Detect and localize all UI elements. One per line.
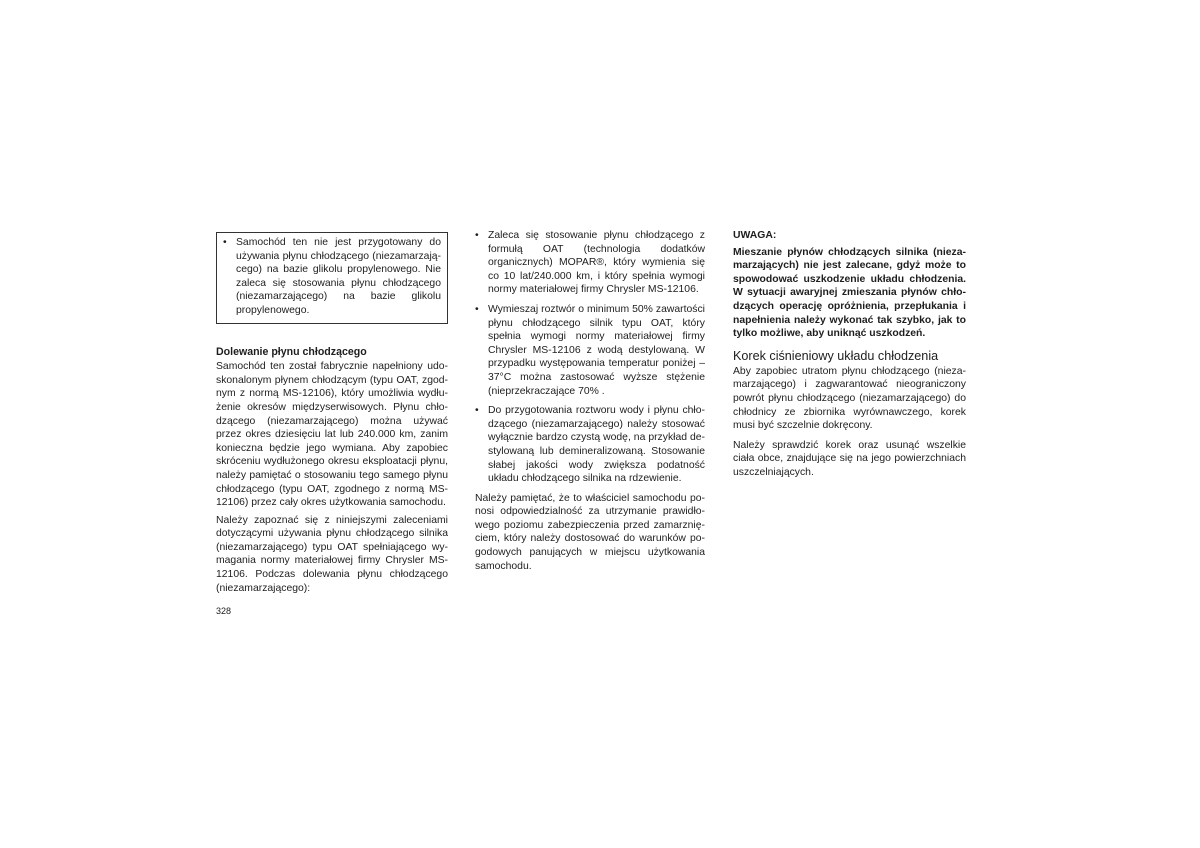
section-heading-pressure-cap: Korek ciśnieniowy układu chłodzenia	[733, 348, 939, 363]
bullet-text: Wymieszaj roztwór o minimum 50% zawartości płynu chłodzącego silnik typu OAT, który spełnia wymogi normy materiałowej firmy Chrysler MS-12106 z wodą destylowaną. W przypadku występowania temperatur poniżej –37°C można zastosować wyższe stężenie (nieprzekraczające 70% .	[488, 303, 705, 397]
paragraph-cap-inspection: Należy sprawdzić korek oraz usunąć wszelkie ciała obce, znajdujące się na jego powierzchniach uszczelniających.	[733, 439, 966, 478]
bullet-text: Zaleca się stosowanie płynu chłodzącego z formułą OAT (technologia dodatków organicznych) MOPAR®, który wymienia się co 10 lat/240.000 km, i który spełnia wymogi normy materiałowej firmy Chrysler MS-12106.	[488, 230, 705, 296]
bullet-icon: •	[475, 405, 479, 417]
bullet-icon: •	[475, 230, 479, 241]
paragraph-oat-recommendations: Należy zapoznać się z niniejszymi zaleceniami dotyczącymi używania płynu chłodzącego silnika (niezamarzającego) typu OAT spełniającego wymagania normy materiałowej firmy Chrysler MS-12106. Podczas dolewania płynu chłodzącego (niezamarzającego):	[216, 514, 448, 594]
bullet-text: Do przygotowania roztworu wody i płynu chłodzącego (niezamarzającego) należy stosować wyłącznie bardzo czystą wodę, na przykład destylowaną lub demineralizowaną. Stosowanie słabej jakości wody zwiększa podatność układu chłodzącego silnika na rdzewienie.	[488, 405, 705, 485]
bullet-item-mix-ratio	[475, 303, 705, 398]
section-heading-coolant-topping: Dolewanie płynu chłodzącego	[216, 345, 367, 358]
warning-title: UWAGA:	[733, 230, 777, 241]
page-number: 328	[216, 606, 232, 616]
note-box	[216, 232, 448, 324]
note-bullet-item	[223, 236, 441, 318]
warning-text: Mieszanie płynów chłodzących silnika (niezamarzających) nie jest zalecane, gdyż może to spowodować uszkodzenie układu chłodzenia. W sytuacji awaryjnej zmieszania płynów chłodzących operację opróżnienia, przepłukania i napełnienia należy wykonać tak szybko, jak to tylko możliwe, aby uniknąć uszkodzeń.	[733, 246, 966, 340]
bullet-item-oat-mopar	[475, 229, 705, 297]
paragraph-owner-responsibility: Należy pamiętać, że to właściciel samochodu ponosi odpowiedzialność za utrzymanie prawidłowego poziomu zabezpieczenia przed zamarznięciem, który należy dostosować do warunków pogodowych panujących w miejscu użytkowania samochodu.	[475, 492, 705, 572]
column-middle	[475, 229, 705, 573]
paragraph-cap-tightening: Aby zapobiec utratom płynu chłodzącego (niezamarzającego) i zagwarantować nieograniczony powrót płynu chłodzącego (niezamarzającego) do chłodnicy ze zbiornika wyrównawczego, korek musi być szczelnie dokręcony.	[733, 365, 966, 432]
paragraph-coolant-factory-fill: Samochód ten został fabrycznie napełniony udoskonalonym płynem chłodzącym (typu OAT, zgodnym z normą MS-12106), który umożliwia wydłużenie okresów międzyserwisowych. Płynu chłodzącego (niezamarzającego) można używać przez okres dziesięciu lat lub 240.000 km, zanim konieczna będzie jego wymiana. Aby zapobiec skróceniu wydłużonego okresu eksploatacji płynu, należy pamiętać o stosowaniu tego samego płynu chłodzącego (typu OAT, zgodnego z normą MS-12106) przez cały okres użytkowania samochodu.	[216, 361, 448, 509]
bullet-icon: •	[223, 237, 227, 248]
column-right	[733, 229, 966, 480]
column-left	[216, 232, 448, 595]
bullet-icon: •	[475, 303, 479, 315]
bullet-item-clean-water	[475, 404, 705, 486]
note-bullet-text: Samochód ten nie jest przygotowany do używania płynu chłodzącego (niezamarzającego) na bazie glikolu propylenowego. Nie zaleca się stosowania płynu chłodzącego (niezamarzającego) na bazie glikolu propylenowego.	[236, 237, 441, 316]
